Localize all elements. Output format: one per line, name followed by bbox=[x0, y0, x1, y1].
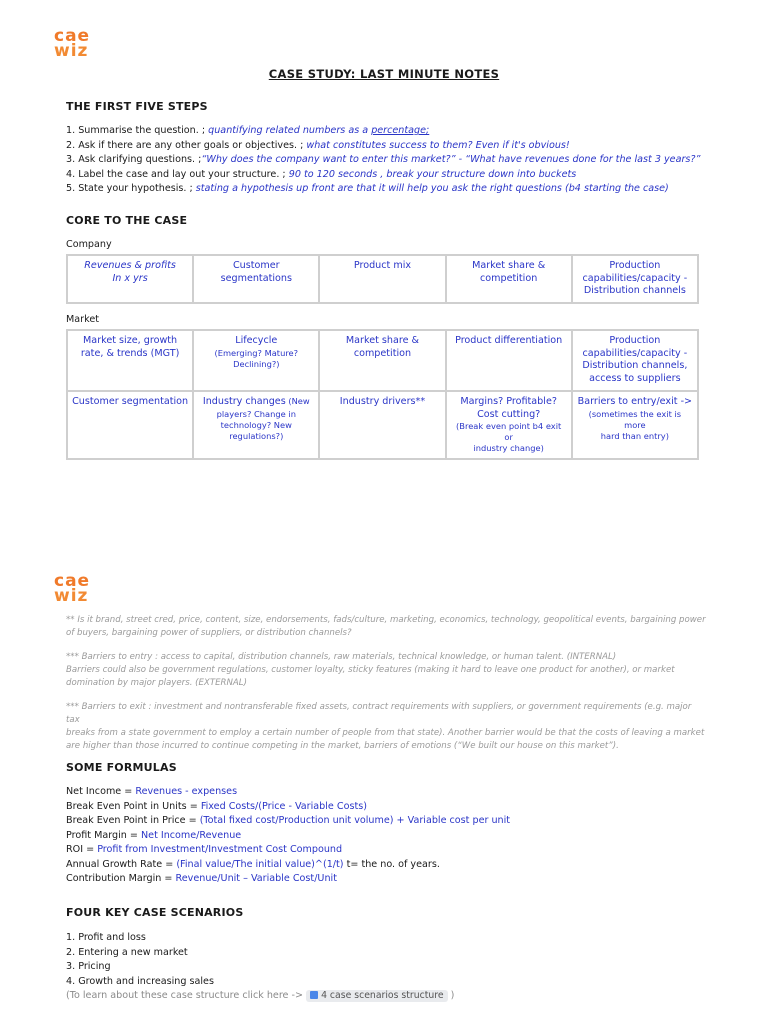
market-table bbox=[66, 329, 699, 460]
list-item: 4. Growth and increasing sales bbox=[66, 975, 214, 987]
list-item: 3. Pricing bbox=[66, 961, 111, 972]
step-3: 3. Ask clarifying questions. ;“Why does the company want to enter this market?” - “What have revenues done for the last 3 years?” bbox=[66, 154, 701, 165]
table-cell: Customer segmentations bbox=[193, 255, 319, 303]
list-item: 1. Profit and loss bbox=[66, 932, 146, 943]
table-cell: Production capabilities/capacity - Distribution channels bbox=[572, 255, 698, 303]
formula-item: Annual Growth Rate = (Final value/The initial value)^(1/t) t= the no. of years. bbox=[66, 858, 440, 870]
table-cell: Market share & competition bbox=[446, 255, 572, 303]
learn-more-line: (To learn about these case structure click here -> 4 case scenarios structure ) bbox=[66, 990, 455, 1001]
doc-icon bbox=[310, 991, 318, 999]
caewiz-logo-2 bbox=[54, 573, 102, 605]
caewiz-logo bbox=[54, 28, 102, 60]
step-2: 2. Ask if there are any other goals or objectives. ; what constitutes success to them? Even if it's obvious! bbox=[66, 139, 570, 151]
scenarios-structure-link[interactable]: 4 case scenarios structure bbox=[306, 990, 448, 1002]
footnotes bbox=[66, 614, 706, 764]
logo-line-2: wiz bbox=[54, 586, 89, 606]
list-item: 2. Entering a new market bbox=[66, 946, 188, 958]
formula-item: Break Even Point in Price = (Total fixed cost/Production unit volume) + Variable cost per unit bbox=[66, 815, 511, 826]
table-cell: Lifecycle (Emerging? Mature? Declining?) bbox=[193, 330, 319, 391]
logo-line-1: cae bbox=[54, 26, 91, 46]
table-cell: Market size, growth rate, & trends (MGT) bbox=[67, 330, 193, 391]
footnote-barriers-entry: *** Barriers to entry : access to capital, distribution channels, raw materials, technical knowledge, or human talent. (INTERNAL) Barriers could also be government regulations, customer loyalty, sticky features (making it hard to leave one product for another), or market domination by major players. (EXTERNAL) bbox=[66, 652, 675, 688]
formulas-heading: SOME FORMULAS bbox=[66, 761, 177, 774]
page-title: CASE STUDY: LAST MINUTE NOTES bbox=[268, 67, 500, 81]
table-cell: Industry drivers** bbox=[319, 391, 445, 459]
scenarios-heading: FOUR KEY CASE SCENARIOS bbox=[66, 906, 244, 919]
logo-line-1: cae bbox=[54, 571, 91, 591]
first-five-steps bbox=[66, 124, 700, 197]
step-1: 1. Summarise the question. ; quantifying related numbers as a percentage; bbox=[66, 125, 430, 136]
table-cell: Barriers to entry/exit -> (sometimes the exit is more hard than entry) bbox=[572, 391, 698, 459]
formulas-list bbox=[66, 785, 510, 887]
table-cell: Revenues & profits In x yrs bbox=[67, 255, 193, 303]
core-heading: CORE TO THE CASE bbox=[66, 214, 188, 227]
table-cell: Production capabilities/capacity - Distribution channels, access to suppliers bbox=[572, 330, 698, 391]
table-cell: Customer segmentation bbox=[67, 391, 193, 459]
first-five-heading: THE FIRST FIVE STEPS bbox=[66, 100, 208, 113]
scenarios-list bbox=[66, 931, 454, 1004]
table-cell: Product mix bbox=[319, 255, 445, 303]
table-cell: Product differentiation bbox=[446, 330, 572, 391]
formula-item: Profit Margin = Net Income/Revenue bbox=[66, 829, 242, 841]
table-row bbox=[67, 255, 698, 303]
table-row bbox=[67, 330, 698, 391]
company-table bbox=[66, 254, 699, 304]
footnote-barriers-exit: *** Barriers to exit : investment and nontransferable fixed assets, contract requirements with suppliers, or government requirements (e.g. major tax breaks from a state government to employ a certain number of people from that state). Another barrier would be that the costs of leaving a market are higher than those incurred to continue competing in the market, barriers of emotions (“We built our house on this market”). bbox=[66, 702, 705, 751]
table-cell: Industry changes (New players? Change in technology? New regulations?) bbox=[193, 391, 319, 459]
formula-item: Break Even Point in Units = Fixed Costs/(Price - Variable Costs) bbox=[66, 800, 367, 812]
formula-item: Net Income = Revenues - expenses bbox=[66, 786, 238, 797]
footnote-industry-drivers: ** Is it brand, street cred, price, content, size, endorsements, fads/culture, marketing, economics, technology, geopolitical events, bargaining power of buyers, bargaining power of suppliers, or distribution channels? bbox=[66, 615, 706, 638]
percentage-link[interactable]: percentage; bbox=[371, 125, 430, 136]
company-label: Company bbox=[66, 239, 112, 250]
table-row bbox=[67, 391, 698, 459]
formula-item: Contribution Margin = Revenue/Unit – Variable Cost/Unit bbox=[66, 873, 337, 884]
step-4: 4. Label the case and lay out your structure. ; 90 to 120 seconds , break your structure down into buckets bbox=[66, 168, 577, 180]
table-cell: Market share & competition bbox=[319, 330, 445, 391]
step-5: 5. State your hypothesis. ; stating a hypothesis up front are that it will help you ask the right questions (b4 starting the case) bbox=[66, 183, 669, 194]
table-cell: Margins? Profitable? Cost cutting? (Break even point b4 exit or industry change) bbox=[446, 391, 572, 459]
formula-item: ROI = Profit from Investment/Investment Cost Compound bbox=[66, 844, 343, 855]
logo-line-2: wiz bbox=[54, 41, 89, 61]
market-label: Market bbox=[66, 314, 99, 325]
